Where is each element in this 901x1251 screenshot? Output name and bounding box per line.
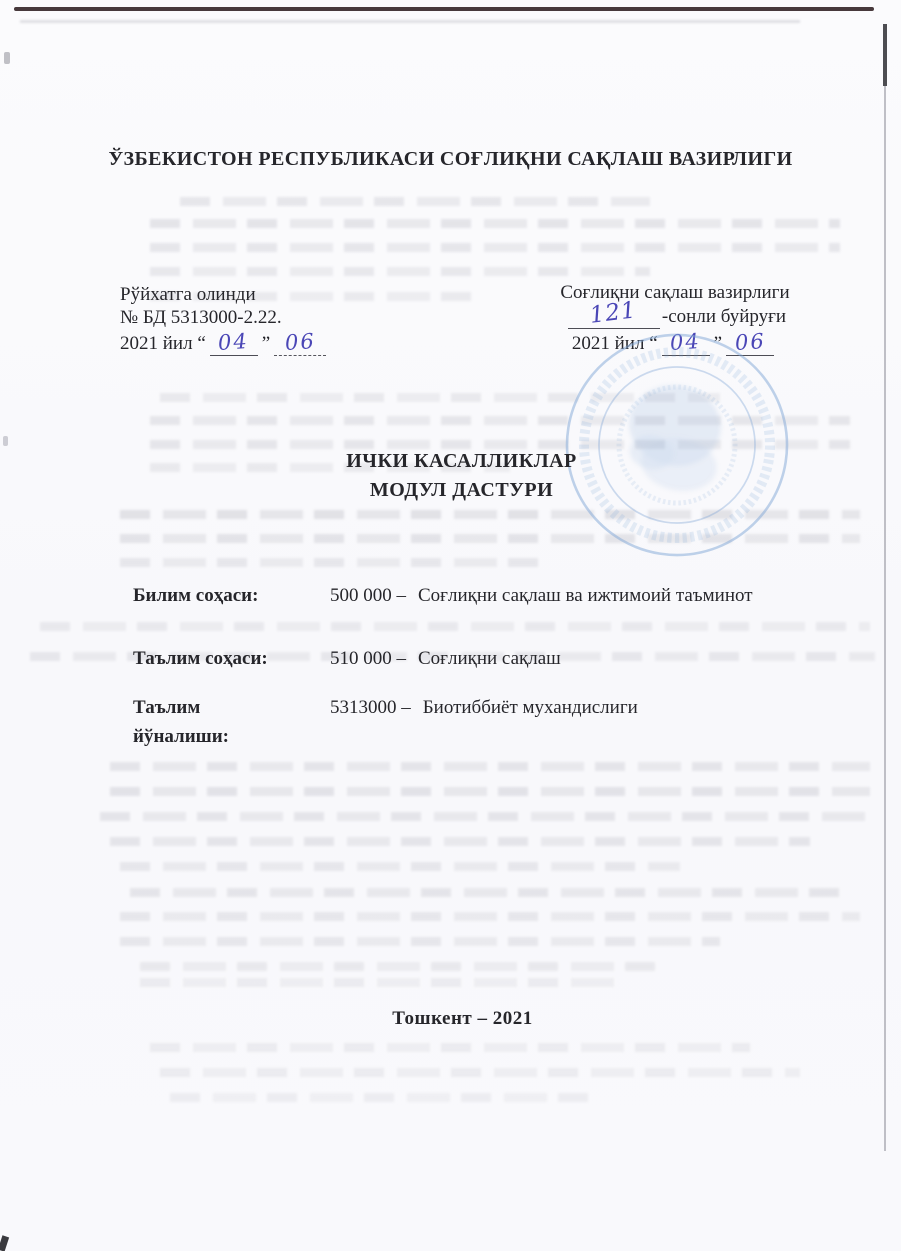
field-education-direction — [133, 693, 638, 751]
order-number-suffix: -сонли буйруғи — [661, 306, 787, 327]
scan-left-mark — [4, 52, 10, 64]
field-label-line-2: йўналиши: — [133, 726, 229, 747]
field-label: Билим соҳаси: — [133, 585, 259, 606]
scan-left-mark — [3, 436, 8, 446]
field-value: Соғлиқни сақлаш ва ижтимоий таъминот — [418, 585, 753, 606]
registration-block — [120, 283, 330, 356]
handwritten-day: 04 — [669, 328, 702, 356]
ministry-seal-stamp — [541, 309, 813, 581]
field-code: 500 000 – — [330, 585, 406, 606]
scan-right-edge-tick — [883, 24, 887, 86]
city-year-footer: Тошкент – 2021 — [392, 1008, 533, 1029]
handwritten-day: 04 — [217, 328, 250, 356]
registration-status: Рўйхатга олинди — [120, 284, 256, 305]
field-education-area — [133, 644, 561, 673]
registration-date-close-quote: ” — [261, 333, 271, 354]
field-label: Таълим — [133, 697, 201, 718]
scan-top-edge — [14, 7, 874, 11]
document-title — [11, 447, 901, 505]
field-value: Биотиббиёт мухандислиги — [422, 697, 638, 718]
order-date-prefix: 2021 йил “ — [571, 333, 658, 354]
field-code: 5313000 – — [330, 697, 411, 718]
field-knowledge-area — [133, 581, 753, 610]
handwritten-month: 06 — [733, 328, 767, 356]
document-title-line-2: МОДУЛ ДАСТУРИ — [369, 479, 554, 501]
field-label: Таълим соҳаси: — [133, 648, 268, 669]
scan-right-edge — [884, 26, 886, 1151]
document-title-line-1: ИЧКИ КАСАЛЛИКЛАР — [346, 450, 577, 472]
order-ministry-line: Соғлиқни сақлаш вазирлиги — [560, 282, 790, 303]
scan-corner-mark — [0, 1235, 9, 1251]
handwritten-month: 06 — [283, 328, 317, 356]
registration-date-line — [120, 328, 330, 356]
scan-top-edge-echo — [20, 20, 800, 23]
field-code: 510 000 – — [330, 648, 406, 669]
registration-date-prefix: 2021 йил “ — [120, 333, 206, 354]
field-value: Соғлиқни сақлаш — [418, 648, 561, 669]
handwritten-order-number: 121 — [588, 297, 639, 329]
order-date-close-quote: ” — [713, 333, 723, 354]
registration-number: № БД 5313000-2.22. — [120, 307, 282, 328]
ministry-header: ЎЗБЕКИСТОН РЕСПУБЛИКАСИ СОҒЛИҚНИ САҚЛАШ ВАЗИРЛИГИ — [108, 148, 793, 170]
